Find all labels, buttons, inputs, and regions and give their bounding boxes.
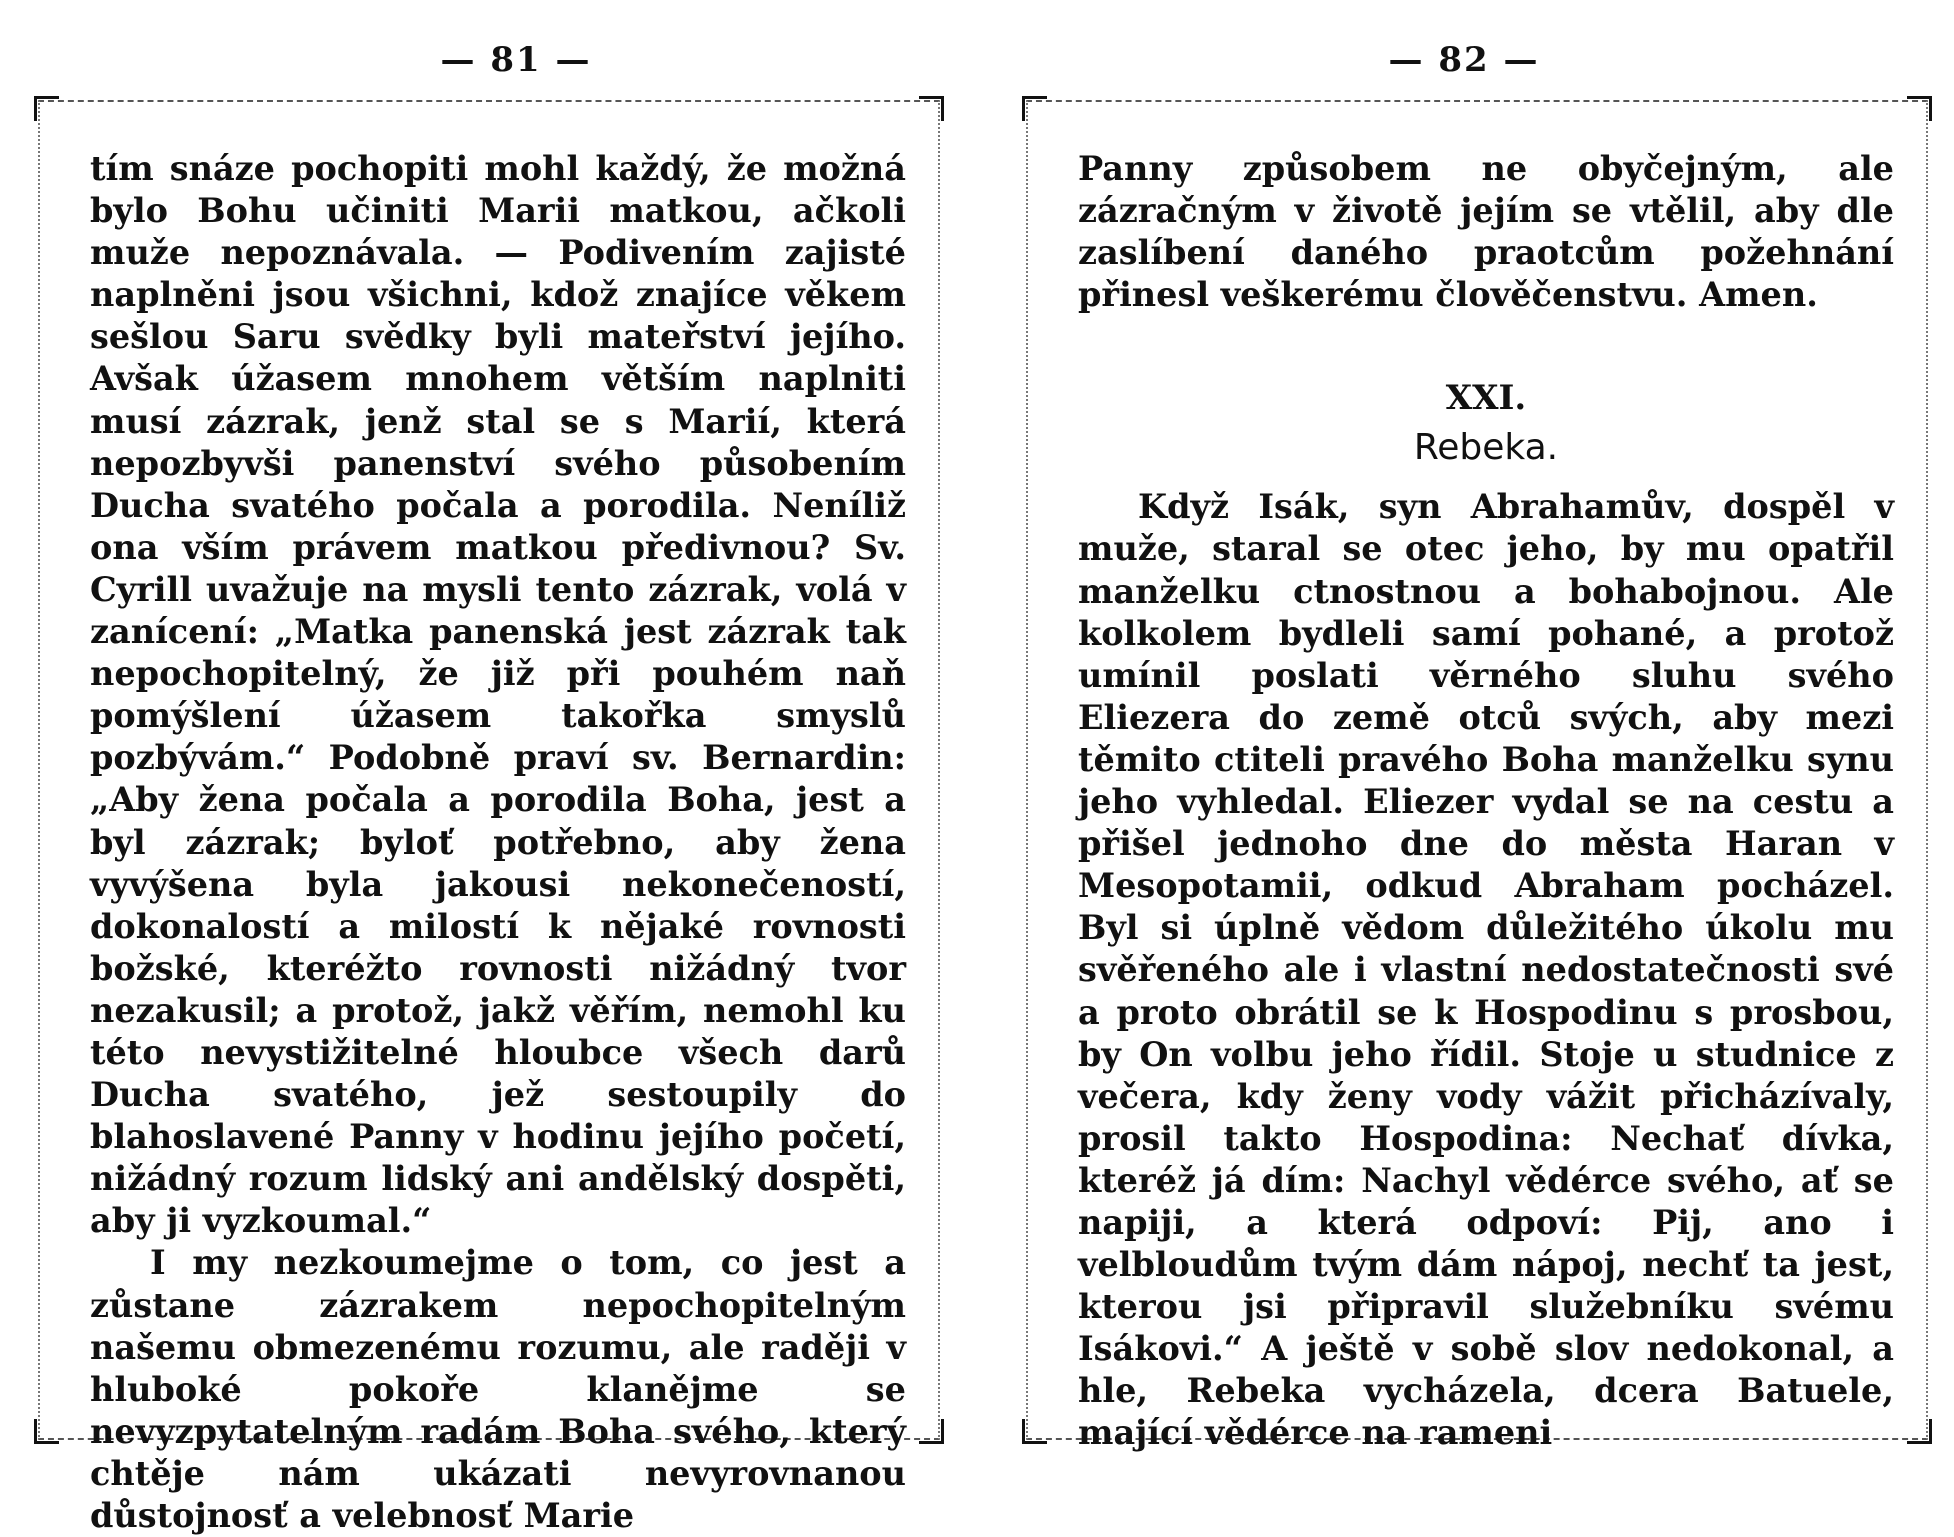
frame-corner-ornament bbox=[1907, 1419, 1932, 1444]
page-number-left: — 81 — bbox=[440, 40, 592, 80]
right-page-frame bbox=[1026, 100, 1928, 1453]
left-page-text bbox=[90, 148, 906, 1537]
chapter-title: Rebeka. bbox=[1413, 427, 1559, 469]
frame-corner-ornament bbox=[1907, 96, 1932, 121]
page-number-right: — 82 — bbox=[1388, 40, 1540, 80]
frame-corner-ornament bbox=[1022, 96, 1047, 121]
frame-corner-ornament bbox=[1022, 1419, 1047, 1444]
left-page-frame bbox=[38, 100, 940, 1535]
frame-corner-ornament bbox=[919, 1419, 944, 1444]
paragraph: I my nezkoumejme o tom, co jest a zůstane zázrakem nepochopitelným našemu obmezenému rozumu, ale raději v hluboké pokoře klanějme se nevyzpytatelným radám Boha svého, který chtěje nám ukázati nevyrovnanou důstojnosť a velebnosť Marie bbox=[90, 1243, 906, 1535]
frame-corner-ornament bbox=[919, 96, 944, 121]
frame-corner-ornament bbox=[34, 96, 59, 121]
frame-corner-ornament bbox=[34, 1419, 59, 1444]
chapter-number: XXI. bbox=[1445, 378, 1527, 419]
paragraph: Když Isák, syn Abrahamův, dospěl v muže, staral se otec jeho, by mu opatřil manželku ctnostnou a bohabojnou. Ale kolkolem bydleli samí pohané, a protož umínil poslati věrného sluhu svého Eliezera do země otců svých, aby mezi těmito ctiteli pravého Boha manželku synu jeho vyhledal. Eliezer vydal se na cestu a přišel jednoho dne do města Haran v Mesopotamii, odkud Abraham pocházel. Byl si úplně vědom důležitého úkolu mu svěřeného ale i vlastní nedostatečnosti své a proto obrátil se k Hospodinu s prosbou, by On volbu jeho řídil. Stoje u studnice z večera, kdy ženy vody vážit přicházívaly, prosil takto Hospodina: Nechať dívka, kteréž já dím: Nachyl vědérce svého, ať se napiji, a která odpoví: Pij, ano i velbloudům tvým dám nápoj, nechť ta jest, kterou jsi připravil služebníku svému Isákovi.“ A ještě v sobě slov nedokonal, a hle, Rebeka vycházela, dcera Batuele, mající vědérce na rameni bbox=[1078, 487, 1894, 1453]
paragraph: tím snáze pochopiti mohl každý, že možná bylo Bohu učiniti Marii matkou, ačkoli muže nepoznávala. — Podivením zajisté naplněni jsou všichni, kdož znajíce věkem sešlou Saru svědky byli mateřství jejího. Avšak úžasem mnohem větším naplniti musí zázrak, jenž stal se s Marií, která nepozbyvši panenství svého působením Ducha svatého počala a porodila. Neníliž ona vším právem matkou předivnou? Sv. Cyrill uvažuje na mysli tento zázrak, volá v zanícení: „Matka panenská jest zázrak tak nepochopitelný, že již při pouhém naň pomýšlení úžasem takořka smyslů pozbývám.“ Podobně praví sv. Bernardin: „Aby žena počala a porodila Boha, jest a byl zázrak; byloť potřebno, aby žena vyvýšena byla jakousi nekonečeností, dokonalostí a milostí k nějaké rovnosti božské, kteréžto rovnosti nižádný tvor nezakusil; a protož, jakž věřím, nemohl ku této nevystižitelné hloubce všech darů Ducha svatého, jež sestoupily do blahoslavené Panny v hodinu jejího početí, nižádný rozum lidský ani andělský dospěti, aby ji vyzkoumal.“ bbox=[90, 149, 906, 1241]
right-page-text bbox=[1078, 148, 1894, 1455]
paragraph: Panny způsobem ne obyčejným, ale zázračným v životě jejím se vtělil, aby dle zaslíbení daného praotcům požehnání přinesl veškerému člověčenstvu. Amen. bbox=[1078, 149, 1894, 315]
